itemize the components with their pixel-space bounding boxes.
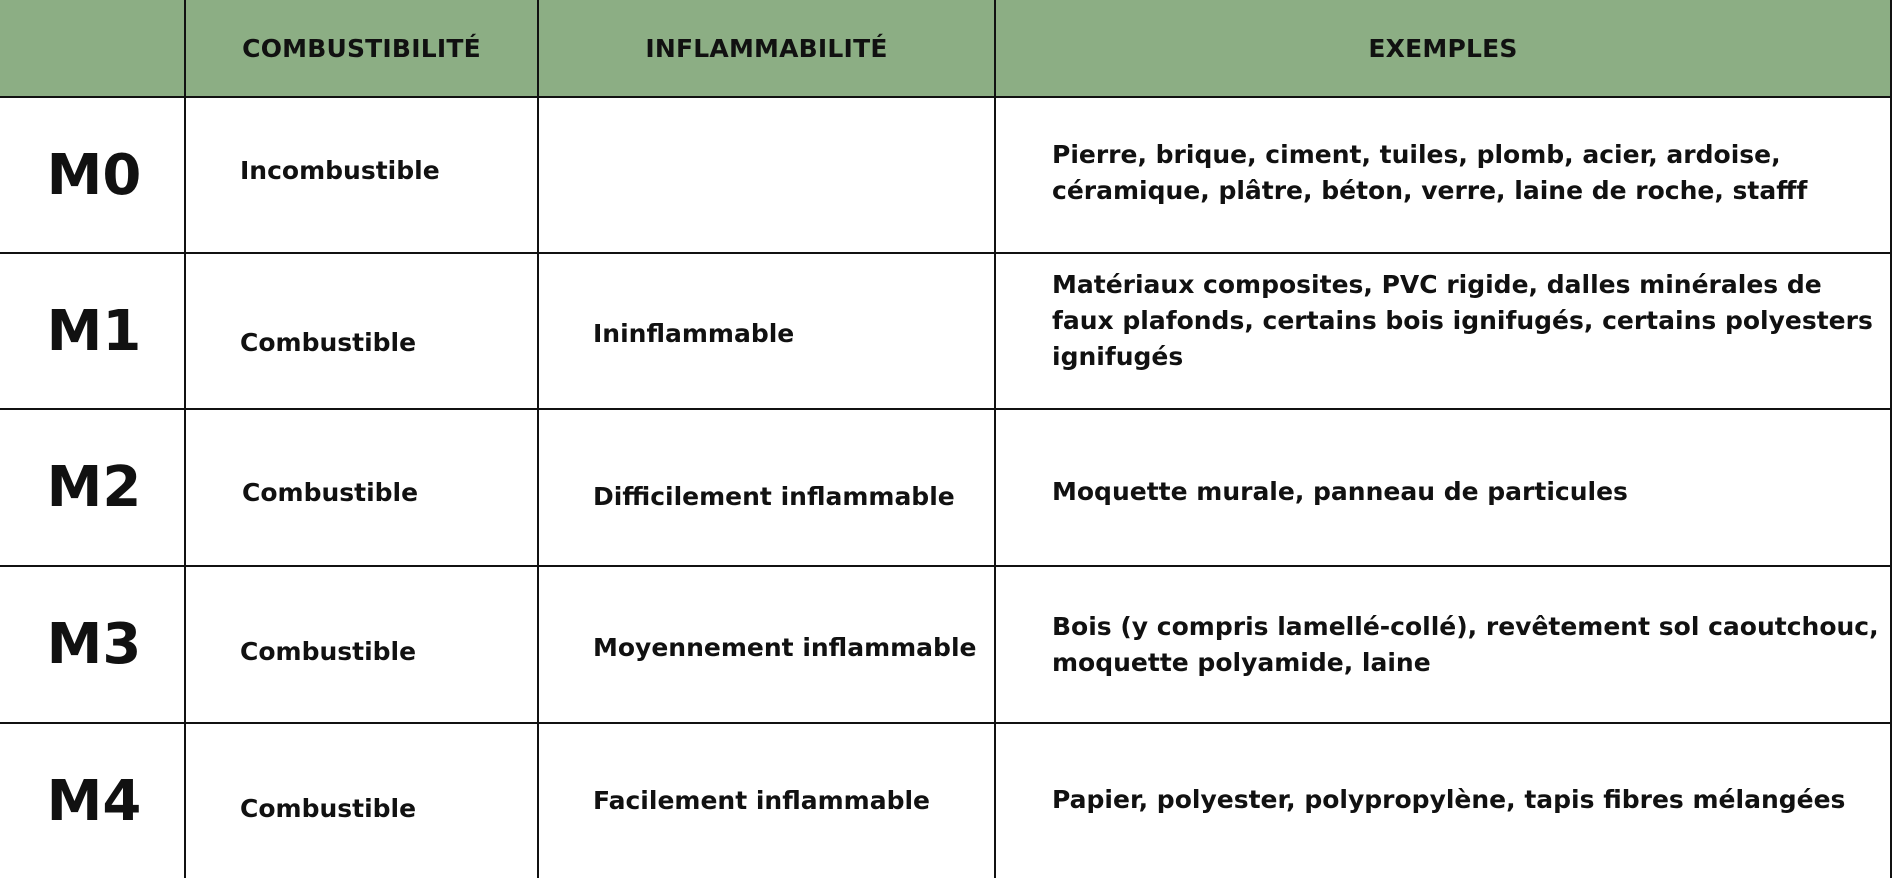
flammability-cell bbox=[539, 410, 996, 567]
flammability-text: Difficilement inflammable bbox=[593, 482, 955, 511]
flammability-text: Ininflammable bbox=[593, 318, 795, 348]
combustibility-text: Incombustible bbox=[240, 155, 440, 185]
examples-text: Matériaux composites, PVC rigide, dalles minérales de faux plafonds, certains bois ignifugés, certains polyesters ignifugés bbox=[1052, 270, 1873, 371]
class-text: M2 bbox=[46, 455, 142, 520]
examples-cell bbox=[996, 254, 1892, 410]
class-text: M4 bbox=[46, 768, 142, 834]
header-combustibility: COMBUSTIBILITÉ bbox=[186, 0, 539, 98]
examples-cell bbox=[996, 567, 1892, 724]
examples-text: Pierre, brique, ciment, tuiles, plomb, acier, ardoise, céramique, plâtre, béton, verre, laine de roche, stafff bbox=[1052, 140, 1808, 205]
combustibility-cell bbox=[186, 724, 539, 878]
flammability-cell bbox=[539, 98, 996, 254]
combustibility-text: Combustible bbox=[240, 327, 417, 357]
row-class-label bbox=[0, 724, 186, 878]
combustibility-text: Combustible bbox=[240, 637, 417, 666]
combustibility-cell bbox=[186, 98, 539, 254]
combustibility-text: Combustible bbox=[242, 478, 419, 507]
flammability-cell bbox=[539, 254, 996, 410]
header-examples: EXEMPLES bbox=[996, 0, 1892, 98]
flammability-text: Moyennement inflammable bbox=[593, 633, 977, 662]
examples-text: Moquette murale, panneau de particules bbox=[1052, 476, 1628, 506]
flammability-cell bbox=[539, 724, 996, 878]
combustibility-cell bbox=[186, 567, 539, 724]
examples-cell bbox=[996, 98, 1892, 254]
examples-text: Bois (y compris lamellé-collé), revêtement sol caoutchouc, moquette polyamide, laine bbox=[1052, 611, 1879, 677]
examples-cell bbox=[996, 724, 1892, 878]
row-class-label bbox=[0, 254, 186, 410]
header-flammability: INFLAMMABILITÉ bbox=[539, 0, 996, 98]
row-class-label bbox=[0, 410, 186, 567]
combustibility-cell bbox=[186, 254, 539, 410]
header-empty-cell bbox=[0, 0, 186, 98]
combustibility-cell bbox=[186, 410, 539, 567]
class-text: M3 bbox=[46, 612, 142, 677]
examples-text: Papier, polyester, polypropylène, tapis fibres mélangées bbox=[1052, 785, 1846, 814]
examples-cell bbox=[996, 410, 1892, 567]
row-class-label bbox=[0, 567, 186, 724]
combustibility-text: Combustible bbox=[240, 793, 417, 823]
class-text: M1 bbox=[46, 298, 142, 364]
class-text: M0 bbox=[46, 142, 142, 208]
flammability-cell bbox=[539, 567, 996, 724]
flammability-text: Facilement inflammable bbox=[593, 785, 931, 815]
row-class-label bbox=[0, 98, 186, 254]
